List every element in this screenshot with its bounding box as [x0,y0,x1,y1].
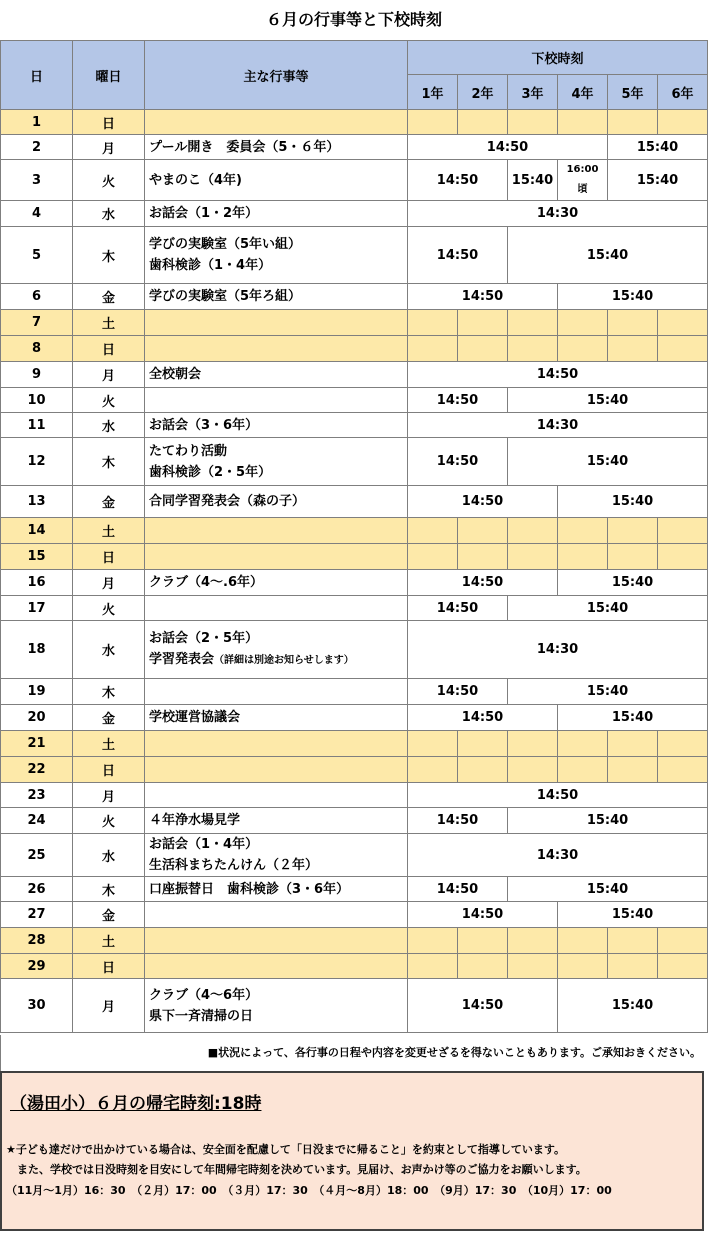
time-cell [408,757,458,783]
time-cell [408,954,458,979]
weekday-cell: 月 [73,783,145,808]
time-cell [608,518,658,544]
event-note: （詳細は別途お知らせします） [214,655,354,666]
day-cell: 5 [1,227,73,284]
event-line: たてわり活動 [149,443,228,459]
time-cell [408,336,458,362]
curfew-note-2: また、学校では日没時刻を目安にして年間帰宅時刻を決めています。見届け、お声かけ等のご協力をお願いします。 [6,1163,587,1176]
weekday-cell: 火 [73,388,145,413]
time-cell: 14:50 [408,227,508,284]
time-cell: 14:30 [408,834,708,877]
events-cell [145,731,408,757]
curfew-times: （11月～1月）16：30 （２月）17：00 （３月）17：30 （４月～8月）18：00 （9月）17：30 （10月）17：00 [6,1184,612,1197]
table-row [1,110,708,135]
table-row [1,979,708,1033]
day-cell: 22 [1,757,73,783]
day-cell: 18 [1,621,73,679]
table-row [1,227,708,284]
weekday-cell: 水 [73,834,145,877]
schedule-table [0,40,708,1033]
weekday-cell: 月 [73,570,145,596]
events-cell [145,362,408,388]
time-cell: 14:50 [408,486,558,518]
weekday-cell: 水 [73,201,145,227]
time-cell: 15:40 [608,135,708,160]
weekday-cell: 火 [73,160,145,201]
events-cell [145,902,408,928]
time-cell [608,310,658,336]
events-cell [145,596,408,621]
time-cell: 14:50 [408,877,508,902]
time-cell [658,518,708,544]
event-line: 合同学習発表会（森の子） [149,494,306,509]
header-weekday: 曜日 [73,41,145,110]
events-cell [145,310,408,336]
time-cell: 14:50 [408,979,558,1033]
table-row [1,570,708,596]
day-cell: 12 [1,438,73,486]
day-cell: 29 [1,954,73,979]
table-row [1,954,708,979]
table-row [1,902,708,928]
time-cell: 14:50 [408,362,708,388]
time-cell: 14:50 [408,902,558,928]
time-cell [508,757,558,783]
header-dismissal: 下校時刻 [408,41,708,75]
time-cell [608,110,658,135]
table-row [1,201,708,227]
header-grade: 4年 [558,75,608,110]
weekday-cell: 金 [73,284,145,310]
events-cell [145,928,408,954]
day-cell: 14 [1,518,73,544]
time-cell [558,954,608,979]
time-cell [458,544,508,570]
curfew-box [0,1071,704,1231]
events-cell [145,877,408,902]
time-cell: 14:50 [408,705,558,731]
day-cell: 2 [1,135,73,160]
time-cell [408,518,458,544]
weekday-cell: 火 [73,808,145,834]
time-cell [458,731,508,757]
event-line: お話会（1・4年） [149,837,259,852]
weekday-cell: 火 [73,596,145,621]
weekday-cell: 土 [73,518,145,544]
weekday-cell: 月 [73,135,145,160]
time-cell [408,544,458,570]
time-cell: 15:40 [508,160,558,201]
events-cell [145,518,408,544]
time-cell [558,928,608,954]
weekday-cell: 水 [73,413,145,438]
events-cell [145,954,408,979]
time-cell: 14:50 [408,596,508,621]
table-row [1,362,708,388]
day-cell: 8 [1,336,73,362]
day-cell: 7 [1,310,73,336]
time-cell: 15:40 [508,438,708,486]
table-row [1,160,708,201]
time-cell: 15:40 [558,705,708,731]
notice-text: ■状況によって、各行事の日程や内容を変更せざるを得ないこともあります。ご承知おきください。 [0,1035,701,1071]
time-cell: 16:00 頃 [558,160,608,201]
time-cell: 14:50 [408,284,558,310]
event-line: ４年浄水場見学 [149,813,241,828]
time-cell [458,310,508,336]
table-row [1,757,708,783]
time-cell: 14:50 [408,438,508,486]
time-cell [608,544,658,570]
time-cell [458,518,508,544]
weekday-cell: 木 [73,227,145,284]
time-cell [508,928,558,954]
time-cell [508,544,558,570]
events-cell [145,160,408,201]
event-line: 学校運営協議会 [149,710,241,725]
events-cell [145,336,408,362]
weekday-cell: 月 [73,979,145,1033]
events-cell [145,570,408,596]
event-line: 生活科まちたんけん（２年） [149,858,319,873]
time-cell [408,110,458,135]
weekday-cell: 木 [73,877,145,902]
events-cell [145,438,408,486]
day-cell: 28 [1,928,73,954]
day-cell: 1 [1,110,73,135]
events-cell [145,284,408,310]
time-cell [608,928,658,954]
time-cell [608,336,658,362]
time-cell [558,757,608,783]
day-cell: 10 [1,388,73,413]
table-row [1,621,708,679]
table-row [1,284,708,310]
time-cell [658,336,708,362]
weekday-cell: 土 [73,928,145,954]
events-cell [145,783,408,808]
time-cell [458,954,508,979]
time-cell [658,544,708,570]
time-cell: 14:50 [408,783,708,808]
time-cell: 15:40 [508,227,708,284]
table-row [1,731,708,757]
table-row [1,486,708,518]
time-cell [558,110,608,135]
time-cell: 15:40 [558,284,708,310]
time-cell [558,310,608,336]
events-cell [145,979,408,1033]
day-cell: 27 [1,902,73,928]
event-line: クラブ（4～.6年） [149,575,264,590]
time-cell: 15:40 [608,160,708,201]
day-cell: 11 [1,413,73,438]
time-cell [508,731,558,757]
event-line: 歯科検診（2・5年） [149,464,272,480]
time-cell [558,336,608,362]
events-cell [145,486,408,518]
time-cell [458,110,508,135]
table-row [1,808,708,834]
time-cell: 14:50 [408,160,508,201]
event-line: 学びの実験室（5年ろ組） [149,289,302,304]
weekday-cell: 金 [73,486,145,518]
time-cell [408,731,458,757]
day-cell: 6 [1,284,73,310]
header-events: 主な行事等 [145,41,408,110]
time-cell [408,310,458,336]
time-cell [508,110,558,135]
day-cell: 24 [1,808,73,834]
day-cell: 13 [1,486,73,518]
header-grade: 1年 [408,75,458,110]
weekday-cell: 日 [73,110,145,135]
events-cell [145,679,408,705]
day-cell: 26 [1,877,73,902]
table-row [1,310,708,336]
events-cell [145,621,408,679]
day-cell: 15 [1,544,73,570]
time-cell: 15:40 [558,979,708,1033]
weekday-cell: 日 [73,544,145,570]
table-row [1,783,708,808]
time-cell [658,757,708,783]
day-cell: 9 [1,362,73,388]
time-cell [658,110,708,135]
day-cell: 30 [1,979,73,1033]
weekday-cell: 金 [73,902,145,928]
header-grade: 6年 [658,75,708,110]
weekday-cell: 日 [73,336,145,362]
time-cell [608,757,658,783]
time-cell [658,954,708,979]
time-cell [658,731,708,757]
event-line [149,649,407,671]
events-cell [145,413,408,438]
day-cell: 23 [1,783,73,808]
table-row [1,596,708,621]
weekday-cell: 土 [73,310,145,336]
weekday-cell: 水 [73,621,145,679]
time-cell: 14:50 [408,679,508,705]
day-cell: 20 [1,705,73,731]
time-cell: 15:40 [508,596,708,621]
time-cell [408,928,458,954]
table-row [1,438,708,486]
event-line: クラブ（4～6年） [149,987,259,1003]
event-line: プール開き 委員会（5・６年） [149,139,340,155]
time-cell [458,757,508,783]
time-cell: 14:50 [408,570,558,596]
curfew-title: （湯田小）６月の帰宅時刻:18時 [10,1094,262,1114]
event-line: 学びの実験室（5年い組） [149,237,302,252]
weekday-cell: 木 [73,438,145,486]
table-row [1,705,708,731]
events-cell [145,834,408,877]
events-cell [145,808,408,834]
time-cell [458,928,508,954]
header-grade: 2年 [458,75,508,110]
curfew-note-1: ★子ども達だけで出かけている場合は、安全面を配慮して「日没までに帰ること」を約束として指導しています。 [6,1143,565,1156]
table-row [1,544,708,570]
time-cell: 15:40 [558,570,708,596]
weekday-cell: 木 [73,679,145,705]
events-cell [145,110,408,135]
time-cell: 14:50 [408,135,608,160]
time-cell: 15:40 [558,486,708,518]
time-cell [508,336,558,362]
time-cell [508,310,558,336]
time-cell: 15:40 [508,679,708,705]
header-grade: 5年 [608,75,658,110]
events-cell [145,201,408,227]
event-line: 全校朝会 [149,367,202,382]
time-cell: 14:30 [408,201,708,227]
time-cell [608,731,658,757]
day-cell: 25 [1,834,73,877]
event-line: お話会（3・6年） [149,417,259,433]
weekday-cell: 金 [73,705,145,731]
time-cell [608,954,658,979]
header-grade: 3年 [508,75,558,110]
day-cell: 16 [1,570,73,596]
table-row [1,135,708,160]
time-cell [558,518,608,544]
time-cell: 15:40 [508,388,708,413]
day-cell: 19 [1,679,73,705]
table-row [1,679,708,705]
day-cell: 17 [1,596,73,621]
time-cell [558,731,608,757]
events-cell [145,227,408,284]
time-cell: 14:30 [408,413,708,438]
event-line: やまのこ（4年) [149,172,242,188]
time-cell [508,518,558,544]
weekday-cell: 日 [73,757,145,783]
event-line: 歯科検診（1・4年） [149,258,272,273]
time-cell [458,336,508,362]
time-cell: 14:50 [408,808,508,834]
table-row [1,877,708,902]
time-cell [508,954,558,979]
page-title: ６月の行事等と下校時刻 [265,10,442,29]
event-line: 口座振替日 歯科検診（3・6年） [149,881,350,897]
schedule-body [1,110,708,1033]
table-row [1,413,708,438]
table-row [1,834,708,877]
weekday-cell: 土 [73,731,145,757]
table-row [1,336,708,362]
day-cell: 3 [1,160,73,201]
table-row [1,518,708,544]
time-cell: 14:50 [408,388,508,413]
event-line: お話会（2・5年） [149,631,259,646]
time-cell: 15:40 [508,808,708,834]
header-day: 日 [1,41,73,110]
time-cell [558,544,608,570]
table-row [1,928,708,954]
time-cell [658,310,708,336]
weekday-cell: 日 [73,954,145,979]
time-cell [658,928,708,954]
events-cell [145,757,408,783]
day-cell: 4 [1,201,73,227]
time-cell: 14:30 [408,621,708,679]
time-cell: 15:40 [558,902,708,928]
day-cell: 21 [1,731,73,757]
events-cell [145,544,408,570]
event-line: お話会（1・2年） [149,206,259,221]
events-cell [145,388,408,413]
event-line: 県下一斉清掃の日 [149,1008,254,1024]
table-row [1,388,708,413]
event-main: 学習発表会 [149,652,215,667]
weekday-cell: 月 [73,362,145,388]
events-cell [145,705,408,731]
events-cell [145,135,408,160]
time-cell: 15:40 [508,877,708,902]
